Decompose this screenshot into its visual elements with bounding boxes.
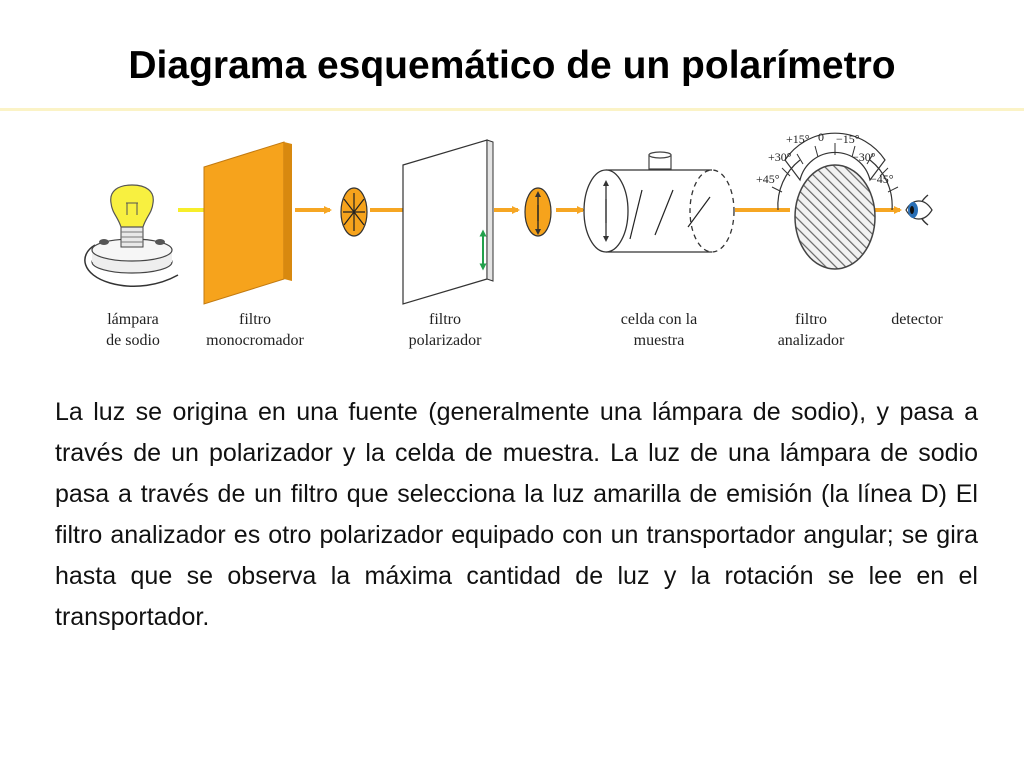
label-analyzer-line1: filtro	[795, 311, 827, 328]
label-polarizer-line1: filtro	[429, 311, 461, 328]
page-title: Diagrama esquemático de un polarímetro	[128, 44, 896, 87]
angle-label-minus-15: −15°	[836, 132, 860, 146]
title-divider	[0, 108, 1024, 111]
angle-label-zero: 0	[818, 130, 824, 144]
angle-label-minus-30: −30°	[852, 150, 876, 164]
label-detector: detector	[891, 311, 943, 328]
angle-label-plus-30: +30°	[768, 150, 792, 164]
eye-icon	[906, 195, 932, 225]
bulb-icon	[111, 185, 154, 227]
label-monochromator-line2: monocromador	[206, 332, 304, 349]
label-cell-line1: celda con la	[620, 311, 698, 328]
angle-label-plus-15: +15°	[786, 132, 810, 146]
polarimeter-diagram	[0, 115, 1024, 360]
label-polarizer-line2: polarizador	[408, 332, 482, 349]
description-paragraph: La luz se origina en una fuente (generalmente una lámpara de sodio), y pasa a través de un polarizador y la celda de muestra. La luz de una lámpara de sodio pasa a través de un filtro que selecciona la luz amarilla de emisión (la línea D) El filtro analizador es otro polarizador equipado con un transportador angular; se gira hasta que se observa la máxima cantidad de luz y la rotación se lee en el transportador.	[55, 398, 978, 631]
label-lamp-line2: de sodio	[106, 332, 160, 349]
label-analyzer-line2: analizador	[777, 332, 845, 349]
label-lamp-line1: lámpara	[107, 311, 159, 328]
unpolarized-light-icon	[341, 188, 367, 236]
label-cell-line2: muestra	[633, 332, 685, 349]
monochromator-filter	[204, 142, 292, 304]
sodium-lamp	[85, 185, 178, 286]
sample-cell	[584, 152, 734, 252]
analyzer-disc	[795, 165, 875, 269]
angle-label-plus-45: +45°	[756, 172, 780, 186]
polarized-light-icon	[525, 188, 551, 236]
polarizer-filter	[403, 140, 493, 304]
analyzer-protractor	[756, 130, 898, 269]
label-monochromator-line1: filtro	[239, 311, 271, 328]
angle-label-minus-45: −45°	[870, 172, 894, 186]
